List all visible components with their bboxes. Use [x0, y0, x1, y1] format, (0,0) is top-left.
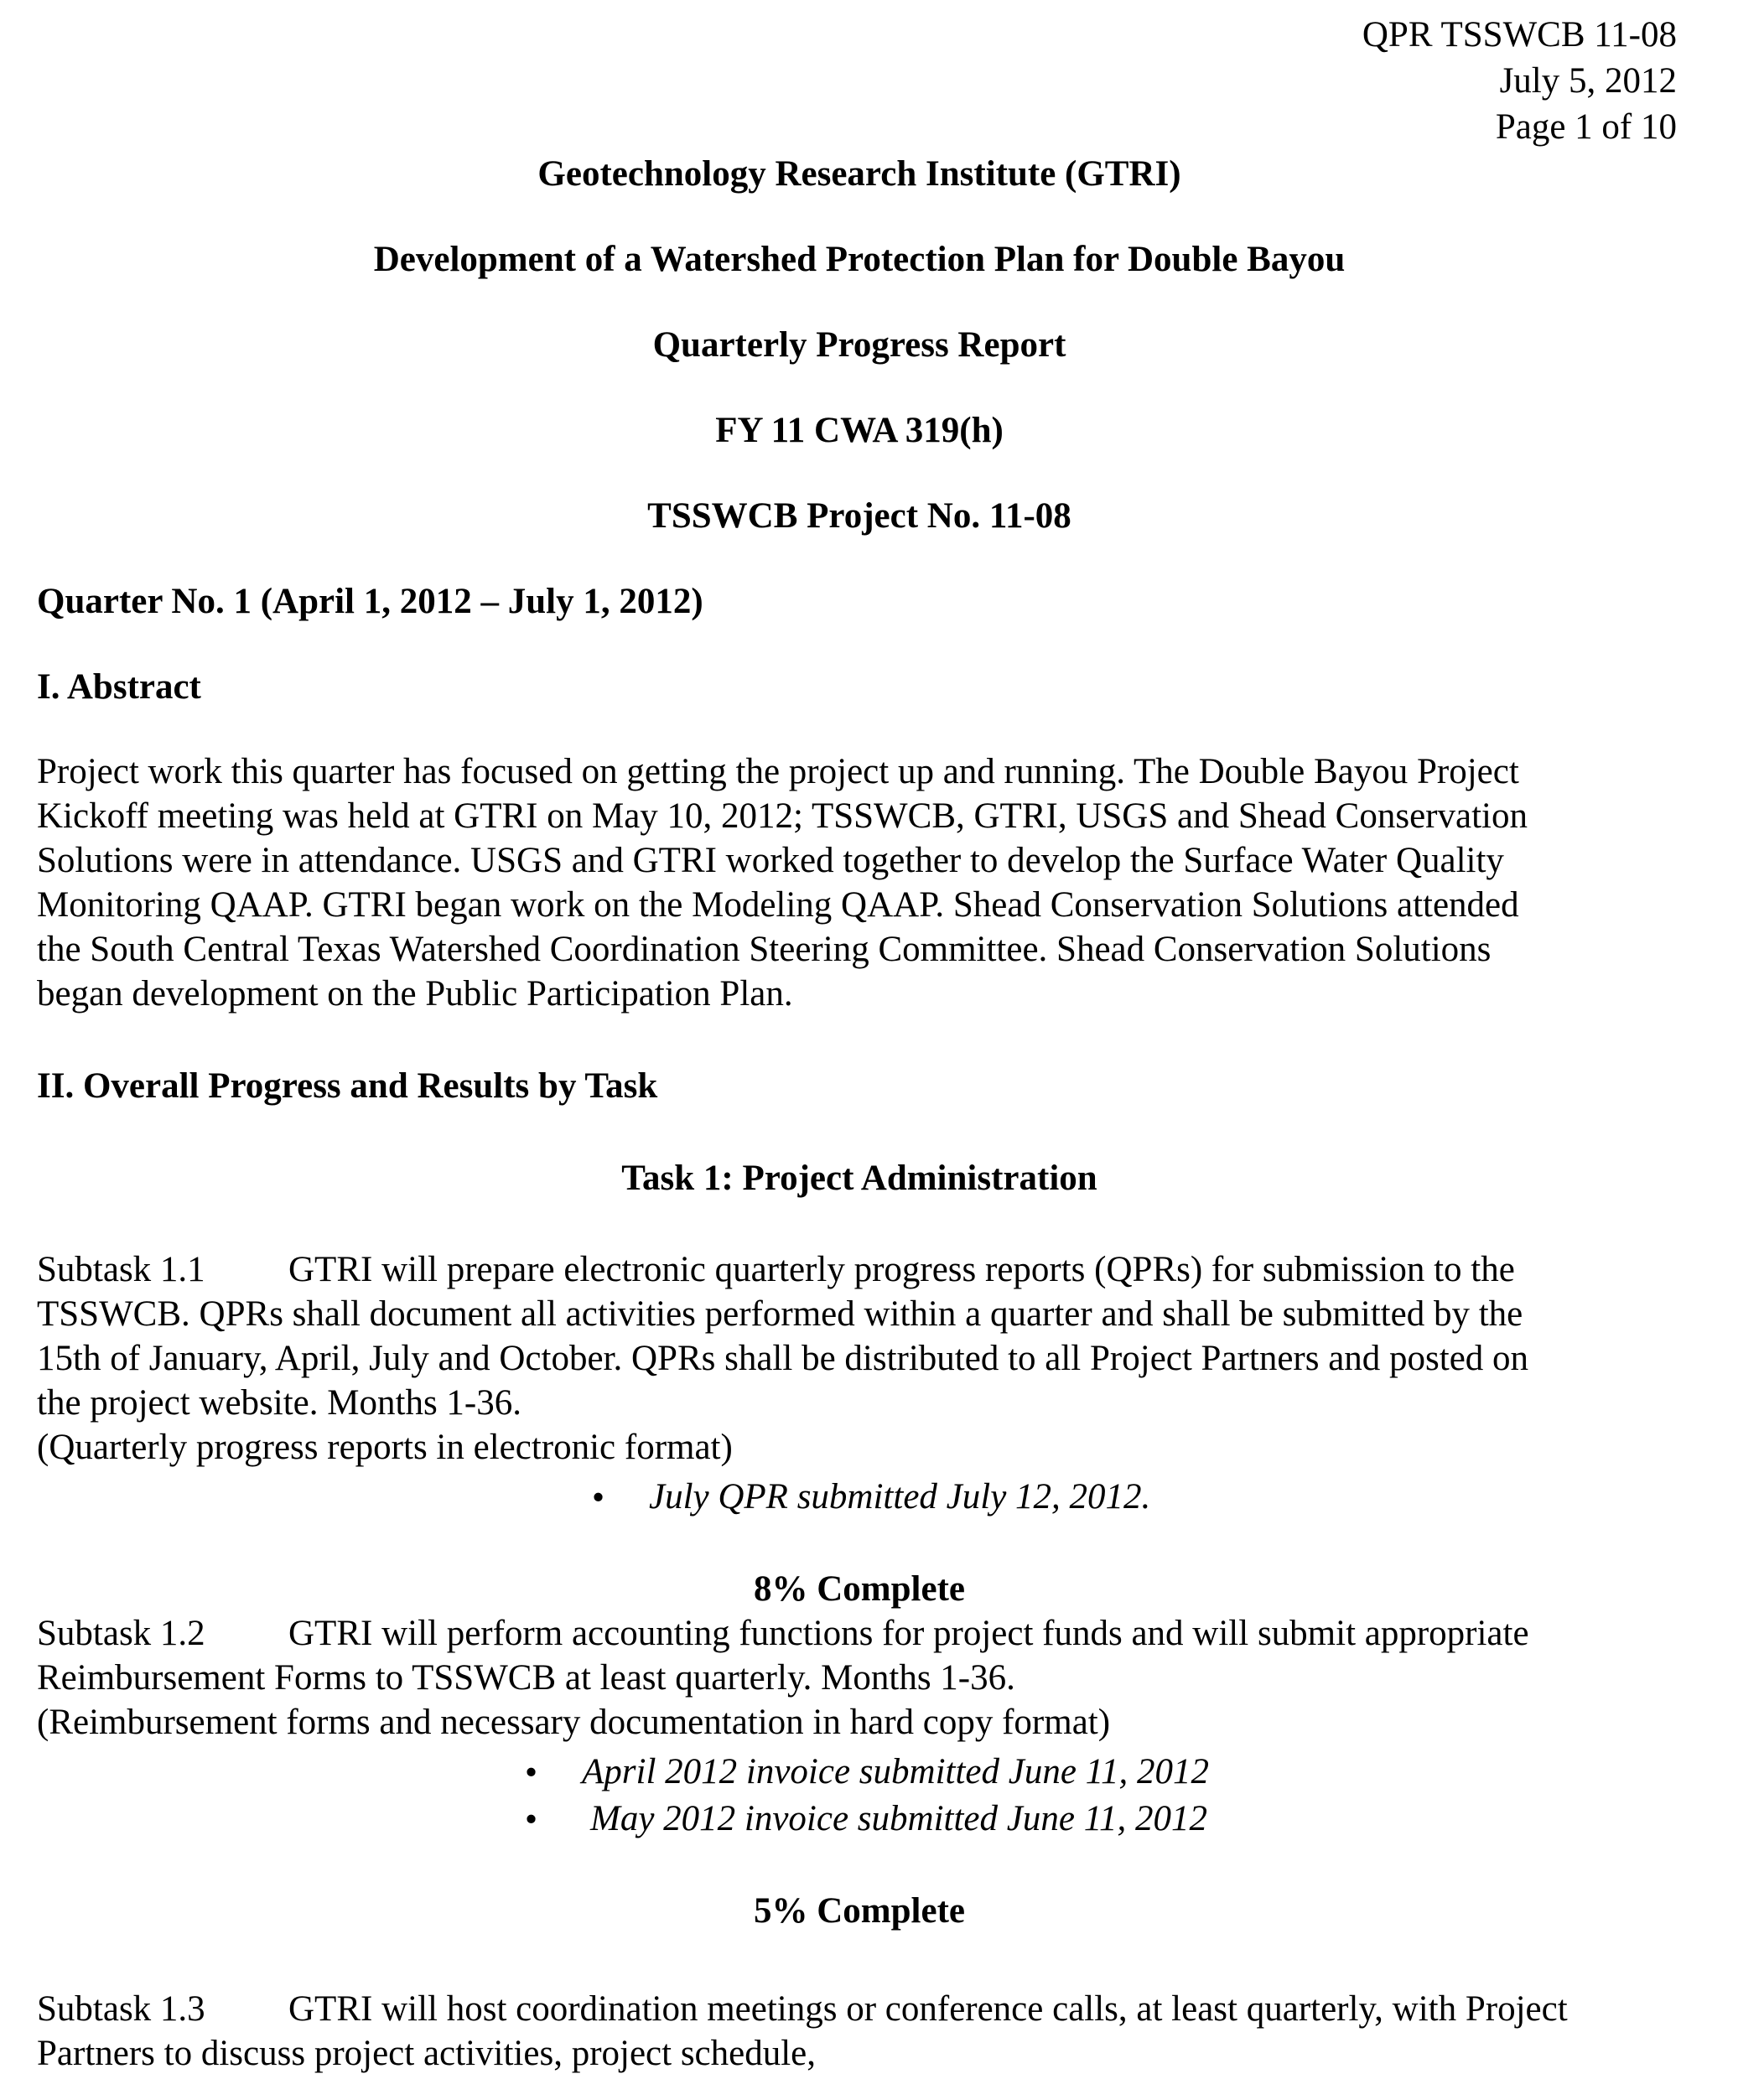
project-title: Development of a Watershed Protection Plan for Double Bayou: [373, 240, 1346, 279]
abstract-line: the South Central Texas Watershed Coordination Steering Committee. Shead Conservation Solutions: [37, 930, 1492, 969]
subtask-first-line: [37, 1611, 1697, 1656]
fiscal-title: FY 11 CWA 319(h): [715, 411, 1004, 450]
institute-title: Geotechnology Research Institute (GTRI): [537, 154, 1181, 194]
subtask-line: (Reimbursement forms and necessary documentation in hard copy format): [37, 1703, 1111, 1742]
bullet-item: May 2012 invoice submitted June 11, 2012: [590, 1799, 1207, 1838]
subtask-text: GTRI will host coordination meetings or conference calls, at least quarterly, with Project: [288, 1989, 1568, 2029]
bullet-item: July QPR submitted July 12, 2012.: [649, 1477, 1151, 1516]
quarter-heading: Quarter No. 1 (April 1, 2012 – July 1, 2012): [37, 582, 703, 621]
bullet-icon: •: [525, 1753, 538, 1792]
subtask-line: Partners to discuss project activities, project schedule,: [37, 2034, 817, 2073]
subtask-line: the project website. Months 1-36.: [37, 1383, 522, 1423]
bullet-icon: •: [525, 1800, 538, 1839]
document-header: [1362, 12, 1677, 150]
subtask-1-2: [37, 1611, 1697, 1745]
project-number-title: TSSWCB Project No. 11-08: [647, 496, 1071, 536]
page-number: Page 1 of 10: [1495, 107, 1677, 147]
abstract-paragraph: [37, 749, 1697, 1016]
abstract-line: began development on the Public Participation Plan.: [37, 974, 793, 1014]
subtask-line: TSSWCB. QPRs shall document all activities performed within a quarter and shall be submitted by the: [37, 1294, 1523, 1334]
completion-status: 8% Complete: [754, 1569, 965, 1609]
subtask-label: Subtask 1.3: [37, 1989, 205, 2029]
document-date: July 5, 2012: [1499, 61, 1677, 101]
subtask-first-line: [37, 1987, 1697, 2031]
subtask-line: Reimbursement Forms to TSSWCB at least quarterly. Months 1-36.: [37, 1658, 1015, 1698]
report-type-title: Quarterly Progress Report: [652, 325, 1066, 365]
task1-heading: Task 1: Project Administration: [621, 1159, 1097, 1198]
bullet-item: April 2012 invoice submitted June 11, 2012: [582, 1752, 1209, 1791]
subtask-first-line: [37, 1247, 1697, 1292]
bullet-icon: •: [592, 1478, 605, 1517]
subtask-line: (Quarterly progress reports in electronic format): [37, 1428, 733, 1467]
subtask-1-1: [37, 1247, 1697, 1470]
progress-heading: II. Overall Progress and Results by Task: [37, 1066, 658, 1106]
document-id: QPR TSSWCB 11-08: [1362, 15, 1677, 54]
subtask-1-3: [37, 1987, 1697, 2076]
subtask-label: Subtask 1.1: [37, 1250, 205, 1289]
completion-status: 5% Complete: [754, 1891, 965, 1931]
abstract-line: Kickoff meeting was held at GTRI on May 10, 2012; TSSWCB, GTRI, USGS and Shead Conservation: [37, 796, 1528, 836]
subtask-text: GTRI will perform accounting functions for project funds and will submit appropriate: [288, 1614, 1529, 1653]
subtask-text: GTRI will prepare electronic quarterly progress reports (QPRs) for submission to the: [288, 1250, 1515, 1289]
abstract-line: Solutions were in attendance. USGS and GTRI worked together to develop the Surface Water Quality: [37, 841, 1504, 880]
abstract-line: Monitoring QAAP. GTRI began work on the Modeling QAAP. Shead Conservation Solutions attended: [37, 885, 1519, 925]
abstract-heading: I. Abstract: [37, 667, 201, 707]
abstract-line: Project work this quarter has focused on getting the project up and running. The Double Bayou Project: [37, 752, 1519, 791]
subtask-label: Subtask 1.2: [37, 1614, 205, 1653]
subtask-line: 15th of January, April, July and October. QPRs shall be distributed to all Project Partners and posted on: [37, 1339, 1529, 1378]
